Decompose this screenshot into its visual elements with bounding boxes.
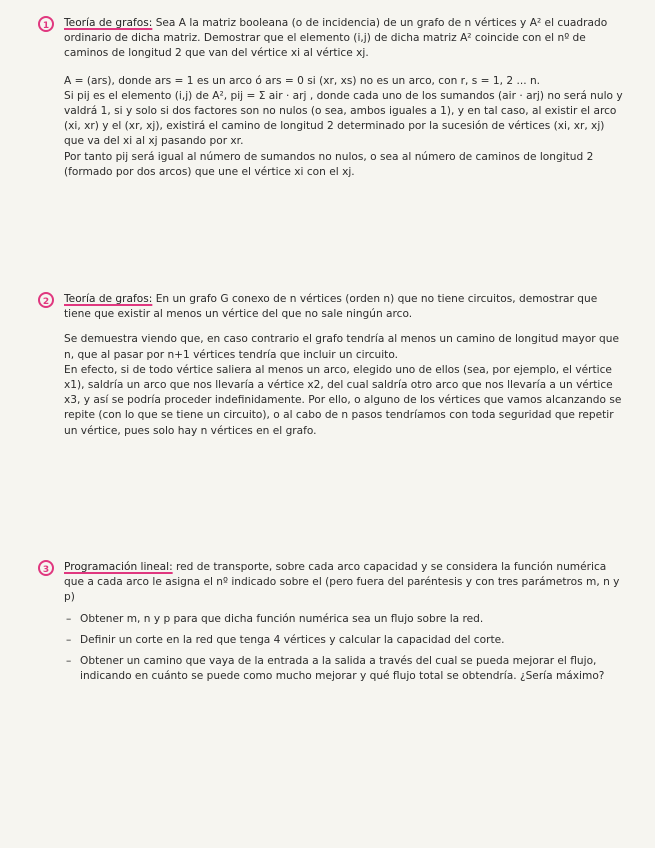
problem-1 — [40, 16, 627, 180]
problem-1-header — [40, 16, 627, 62]
solution-paragraph: A = (ars), donde ars = 1 es un arco ó ars = 0 si (xr, xs) no es un arco, con r, s = 1, 2 ... n. — [64, 74, 541, 87]
problem-number-badge: 2 — [38, 292, 54, 308]
problem-number-badge: 1 — [38, 16, 54, 32]
problem-2 — [40, 292, 627, 439]
solution-paragraph: Por tanto pij será igual al número de sumandos no nulos, o sea al número de caminos de longitud 2 (formado por dos arcos) que une el vértice xi con el xj. — [64, 150, 594, 178]
task-item: – Obtener un camino que vaya de la entrada a la salida a través del cual se pueda mejorar el flujo, indicando en cuánto se puede como mucho mejorar y qué flujo total se obtendría. ¿Sería máximo? — [64, 654, 627, 684]
problem-3 — [40, 560, 627, 690]
solution-paragraph: Si pij es el elemento (i,j) de A², pij = Σ air · arj , donde cada uno de los sumandos (air · arj) no será nulo y valdrá 1, si y solo si dos factores son no nulos (o sea, ambos iguales a 1), y en tal caso, al existir el arco (xi, xr) y el (xr, xj), existirá el camino de longitud 2 determinado por la sucesión de vértices (xi, xr, xj) que va del xi al xj pasando por xr. — [64, 89, 623, 148]
task-item: – Definir un corte en la red que tenga 4 vértices y calcular la capacidad del corte. — [64, 633, 627, 648]
task-list — [40, 612, 627, 685]
problem-statement: En un grafo G conexo de n vértices (orden n) que no tiene circuitos, demostrar que tiene que existir al menos un vértice del que no sale ningún arco. — [64, 293, 598, 321]
solution-paragraph: En efecto, si de todo vértice saliera al menos un arco, elegido uno de ellos (sea, por ejemplo, el vértice x1), saldría un arco que nos llevaría a vértice x2, del cual saldría otro arco que nos llevaría a un vértice x3, y así se podría proceder indefinidamente. Por ello, o alguno de los vértices que vamos alcanzando se repite (con lo que se tiene un circuito), o al cabo de n pasos tendríamos con toda seguridad que repetir un vértice, pues solo hay n vértices en el grafo. — [64, 363, 622, 437]
task-item: – Obtener m, n y p para que dicha función numérica sea un flujo sobre la red. — [64, 612, 627, 627]
problem-statement: Sea A la matriz booleana (o de incidencia) de un grafo de n vértices y A² el cuadrado ordinario de dicha matriz. Demostrar que el elemento (i,j) de dicha matriz A² coincide con el nº de caminos de longitud 2 que van del vértice xi al vértice xj. — [64, 17, 608, 60]
problem-topic: Teoría de grafos: — [64, 17, 153, 29]
problem-topic: Programación lineal: — [64, 561, 173, 573]
problem-2-header — [40, 292, 627, 322]
problem-number-badge: 3 — [38, 560, 54, 576]
problem-statement: red de transporte, sobre cada arco capacidad y se considera la función numérica que a cada arco le asigna el nº indicado sobre el (pero fuera del paréntesis y con tres parámetros m, n y p) — [64, 561, 620, 604]
problem-3-header — [40, 560, 627, 606]
solution-paragraph: Se demuestra viendo que, en caso contrario el grafo tendría al menos un camino de longitud mayor que n, que al pasar por n+1 vértices tendría que incluir un circuito. — [64, 333, 619, 361]
problem-topic: Teoría de grafos: — [64, 293, 153, 305]
